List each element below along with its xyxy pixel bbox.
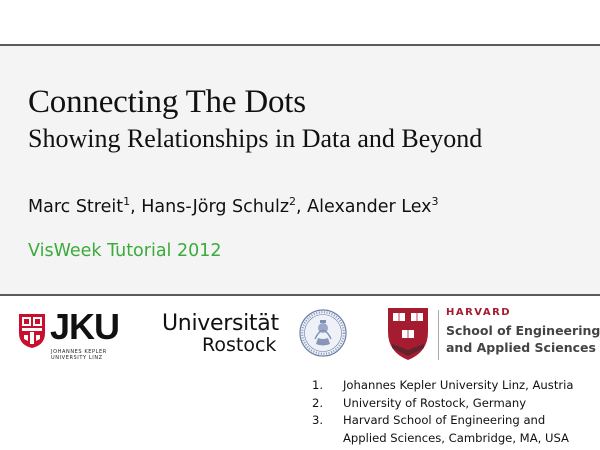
author-affiliation-marker: 3	[431, 195, 439, 208]
harvard-school-name	[446, 322, 600, 356]
event-name: VisWeek Tutorial 2012	[28, 241, 222, 261]
harvard-logo	[386, 306, 600, 364]
affiliation-text: University of Rostock, Germany	[343, 395, 527, 410]
jku-subtext-line: UNIVERSITY LINZ	[51, 355, 103, 361]
affiliation-text: Applied Sciences, Cambridge, MA, USA	[343, 430, 569, 445]
affiliation-item	[312, 395, 573, 413]
rostock-logo	[162, 310, 354, 360]
affiliation-number: 2.	[312, 395, 324, 410]
affiliation-number: 1.	[312, 378, 324, 392]
author-name: Hans-Jörg Schulz	[141, 197, 290, 217]
author-name: Marc Streit	[28, 197, 124, 217]
slide-subtitle: Showing Relationships in Data and Beyond	[28, 124, 483, 153]
harvard-school-line: and Applied Sciences	[446, 340, 596, 355]
bottom-divider	[0, 294, 600, 296]
author-separator: ,	[130, 197, 142, 217]
jku-crest-icon	[18, 313, 46, 349]
affiliation-item	[312, 412, 573, 447]
affiliation-text: Johannes Kepler University Linz, Austria	[343, 378, 574, 392]
slide-title: Connecting The Dots	[28, 84, 306, 120]
harvard-wordmark: HARVARD	[446, 307, 512, 318]
author-affiliation-marker: 1	[123, 195, 131, 208]
harvard-shield-icon	[386, 306, 430, 362]
author-list	[28, 197, 439, 217]
author-name: Alexander Lex	[307, 197, 432, 217]
affiliation-number: 3.	[312, 413, 324, 427]
rostock-city-name: Rostock	[202, 334, 277, 356]
jku-letters: JKU	[50, 306, 120, 347]
author-separator: ,	[296, 197, 308, 217]
jku-subtext-line: JOHANNES KEPLER	[51, 349, 107, 355]
harvard-school-line: School of Engineering	[446, 323, 600, 338]
jku-logo	[18, 306, 128, 361]
affiliation-text: Harvard School of Engineering and	[343, 413, 546, 427]
author-affiliation-marker: 2	[289, 195, 297, 208]
affiliation-list	[312, 377, 573, 447]
affiliation-item	[312, 377, 573, 395]
rostock-university-name: Universität	[162, 311, 279, 336]
harvard-divider	[438, 310, 439, 360]
rostock-seal-icon	[298, 308, 348, 358]
jku-subtext	[51, 349, 131, 361]
